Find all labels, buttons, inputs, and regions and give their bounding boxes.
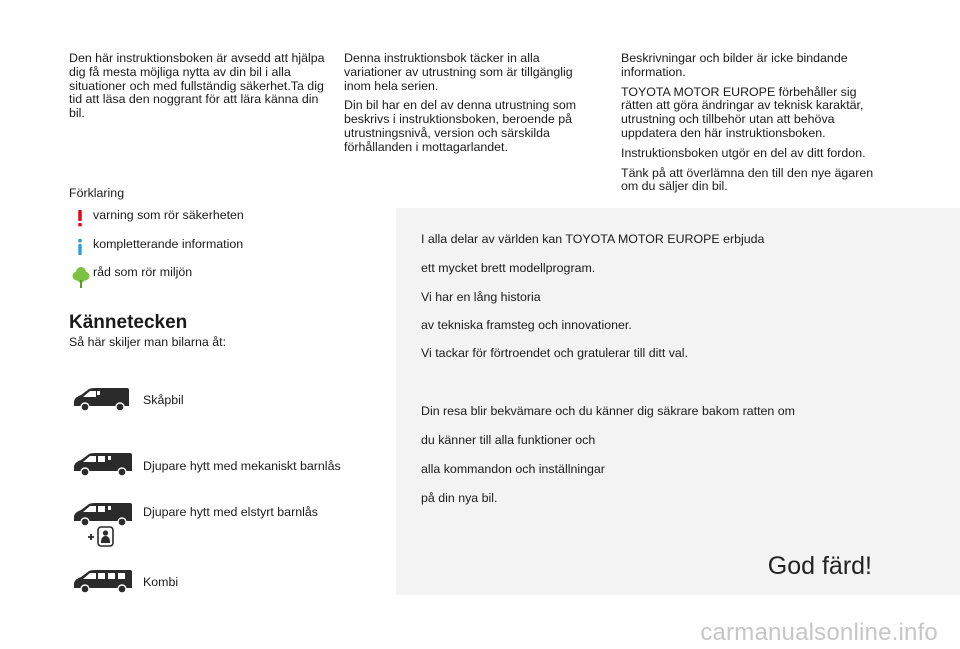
electric-child-lock-icon <box>86 526 116 548</box>
intro-column-1 <box>69 52 331 127</box>
legend-label: varning som rör säkerheten <box>93 208 244 222</box>
panel-line: I alla delar av världen kan TOYOTA MOTOR EUROPE erbjuda <box>421 232 765 246</box>
warning-exclamation-icon <box>72 208 88 228</box>
features-subtitle: Så här skiljer man bilarna åt: <box>69 335 227 349</box>
vehicle-label: Djupare hytt med elstyrt barnlås <box>143 505 318 519</box>
intro-paragraph: Denna instruktionsbok täcker in alla variationer av utrustning som är tillgänglig inom hela serien. <box>344 51 573 93</box>
crew-cab-van-icon <box>72 501 134 529</box>
panel-line: Vi tackar för förtroendet och gratulerar till ditt val. <box>421 346 688 360</box>
van-icon <box>72 386 132 414</box>
crew-cab-van-icon <box>72 451 134 479</box>
intro-paragraph: Din bil har en del av denna utrustning som beskrivs i instruktionsboken, beroende på utrustningsnivå, version och särskilda förhållanden i mottagarlandet. <box>344 98 577 154</box>
kombi-van-icon <box>72 568 134 596</box>
legend-label: kompletterande information <box>93 237 244 251</box>
closing-greeting: God färd! <box>767 552 872 580</box>
info-icon <box>72 237 88 257</box>
panel-line: alla kommandon och inställningar <box>421 462 605 476</box>
intro-paragraph: Tänk på att överlämna den till den nye ägaren om du säljer din bil. <box>621 165 874 194</box>
intro-paragraph: TOYOTA MOTOR EUROPE förbehåller sig rätten att göra ändringar av teknisk karaktär, utrustning och tillbehör utan att behöva uppdatera den här instruktionsboken. <box>621 84 864 140</box>
panel-line: ett mycket brett modellprogram. <box>421 261 596 275</box>
intro-paragraph: Instruktionsboken utgör en del av ditt fordon. <box>621 145 866 160</box>
legend-title: Förklaring <box>69 186 125 200</box>
intro-column-2 <box>344 52 599 161</box>
vehicle-label: Kombi <box>143 575 179 589</box>
panel-line: Din resa blir bekvämare och du känner dig säkrare bakom ratten om <box>421 404 795 418</box>
legend-label: råd som rör miljön <box>93 265 193 279</box>
panel-line: du känner till alla funktioner och <box>421 433 596 447</box>
panel-line: av tekniska framsteg och innovationer. <box>421 318 632 332</box>
panel-line: Vi har en lång historia <box>421 290 541 304</box>
features-heading: Kännetecken <box>69 312 188 333</box>
welcome-panel <box>396 208 960 595</box>
panel-line: på din nya bil. <box>421 491 498 505</box>
watermark: carmanualsonline.info <box>700 619 938 646</box>
intro-column-3 <box>621 52 883 200</box>
intro-paragraph: Den här instruktionsboken är avsedd att hjälpa dig få mesta möjliga nytta av din bil i alla situationer och med fullständig säkerhet.Ta dig tid att läsa den noggrant för att lära känna din bil. <box>69 51 325 121</box>
vehicle-label: Djupare hytt med mekaniskt barnlås <box>143 459 341 473</box>
environment-tree-icon <box>72 265 88 285</box>
vehicle-label: Skåpbil <box>143 393 184 407</box>
intro-paragraph: Beskrivningar och bilder är icke bindande information. <box>621 51 848 79</box>
